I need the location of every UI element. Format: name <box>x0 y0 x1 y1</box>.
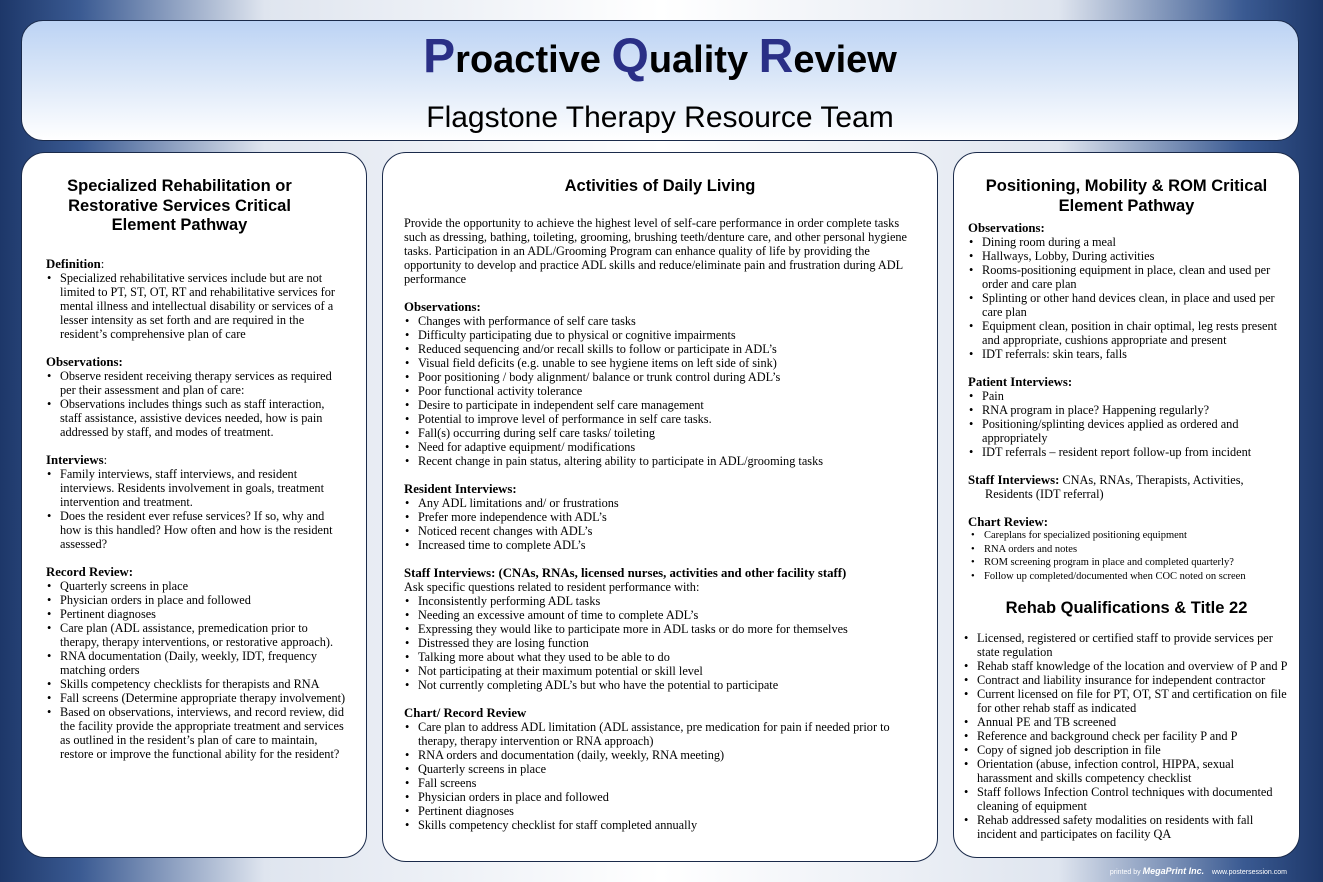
list-item: • Rehab addressed safety modalities on residents with fall incident and participates on facility QA <box>963 813 1288 841</box>
panel-title: Positioning, Mobility & ROM Critical Element Pathway <box>985 177 1268 215</box>
staff-interviews-text: CNAs, RNAs, Therapists, Activities, Residents (IDT referral) <box>985 473 1244 501</box>
title-cap-q: Q <box>611 30 649 83</box>
observations-list <box>404 314 914 468</box>
list-item: • Hallways, Lobby, During activities <box>968 249 1286 263</box>
list-item: • Increased time to complete ADL’s <box>404 538 914 552</box>
observations-list <box>968 235 1286 361</box>
poster-subtitle: Flagstone Therapy Resource Team <box>426 101 894 134</box>
chart-review-heading: Chart/ Record Review <box>404 706 527 720</box>
list-item: • Care plan (ADL assistance, premedication prior to therapy, therapy interventions, or restorative approach). <box>46 621 346 649</box>
staff-interviews-intro: Ask specific questions related to resident performance with: <box>404 580 700 594</box>
printed-by-label: printed by <box>1109 869 1141 876</box>
list-item: • RNA orders and notes <box>970 543 1286 557</box>
record-review-heading: Record Review: <box>46 565 134 579</box>
list-item: • Dining room during a meal <box>968 235 1286 249</box>
list-item: • Equipment clean, position in chair optimal, leg rests present and appropriate, cushions appropriate and present <box>968 319 1286 347</box>
observations-heading: Observations: <box>404 300 481 314</box>
title-cap-p: P <box>423 30 456 83</box>
list-item: • IDT referrals: skin tears, falls <box>968 347 1286 361</box>
list-item: • Care plan to address ADL limitation (ADL assistance, pre medication for pain if needed prior to therapy, therapy intervention or RNA approach) <box>404 720 914 748</box>
list-item: • Prefer more independence with ADL’s <box>404 510 914 524</box>
list-item: • Expressing they would like to participate more in ADL tasks or do more for themselves <box>404 622 914 636</box>
list-item: • Quarterly screens in place <box>46 579 346 593</box>
list-item: • Family interviews, staff interviews, and resident interviews. Residents involvement in goals, treatment intervention and treatment. <box>46 467 346 509</box>
list-item: • Current licensed on file for PT, OT, ST and certification on file for other rehab staff as indicated <box>963 687 1288 715</box>
list-item: • Staff follows Infection Control techniques with documented cleaning of equipment <box>963 785 1288 813</box>
list-item: • Any ADL limitations and/ or frustrations <box>404 496 914 510</box>
staff-interviews-heading: Staff Interviews: <box>968 473 1060 487</box>
poster-title <box>22 29 1298 84</box>
observations-heading: Observations: <box>46 355 123 369</box>
list-item: • ROM screening program in place and completed quarterly? <box>970 556 1286 570</box>
list-item: • Physician orders in place and followed <box>404 790 914 804</box>
list-item: • Careplans for specialized positioning equipment <box>970 529 1286 543</box>
panel-body <box>968 221 1286 583</box>
list-item: • Changes with performance of self care tasks <box>404 314 914 328</box>
list-item: • Splinting or other hand devices clean, in place and used per care plan <box>968 291 1286 319</box>
list-item: • Specialized rehabilitative services include but are not limited to PT, ST, OT, RT and rehabilitative services for mental illness and intellectual disability or services of a lesser intensity as set forth and are required in the resident’s comprehensive plan of care <box>46 271 346 341</box>
list-item: • Talking more about what they used to be able to do <box>404 650 914 664</box>
list-item: • RNA documentation (Daily, weekly, IDT, frequency matching orders <box>46 649 346 677</box>
list-item: • Skills competency checklists for therapists and RNA <box>46 677 346 691</box>
qualifications-title: Rehab Qualifications & Title 22 <box>1005 599 1248 617</box>
record-review-list <box>46 579 346 761</box>
list-item: • Not participating at their maximum potential or skill level <box>404 664 914 678</box>
list-item: • Potential to improve level of performance in self care tasks. <box>404 412 914 426</box>
list-item: • Observe resident receiving therapy services as required per their assessment and plan of care: <box>46 369 346 397</box>
list-item: • Contract and liability insurance for independent contractor <box>963 673 1288 687</box>
list-item: • IDT referrals – resident report follow-up from incident <box>968 445 1286 459</box>
definition-heading-text: Definition <box>46 257 101 271</box>
list-item: • Annual PE and TB screened <box>963 715 1288 729</box>
panel-title: Specialized Rehabilitation or Restorative Services Critical Element Pathway <box>67 177 292 234</box>
list-item: • Distressed they are losing function <box>404 636 914 650</box>
title-cap-r: R <box>758 30 794 83</box>
resident-interviews-heading: Resident Interviews: <box>404 482 517 496</box>
panel-rehab-pathway <box>21 152 367 858</box>
list-item: • Copy of signed job description in file <box>963 743 1288 757</box>
definition-heading <box>46 257 346 271</box>
list-item: • Based on observations, interviews, and record review, did the facility provide the appropriate treatment and services as outlined in the resident’s plan of care to maintain, restore or improve the functional ability for the resident? <box>46 705 346 761</box>
list-item: • Rooms-positioning equipment in place, clean and used per order and care plan <box>968 263 1286 291</box>
list-item: • Physician orders in place and followed <box>46 593 346 607</box>
list-item: • Follow up completed/documented when COC noted on screen <box>970 570 1286 584</box>
list-item: • Fall(s) occurring during self care tasks/ toileting <box>404 426 914 440</box>
chart-review-heading: Chart Review: <box>968 515 1048 529</box>
list-item: • Difficulty participating due to physical or cognitive impairments <box>404 328 914 342</box>
staff-interviews-heading: Staff Interviews: (CNAs, RNAs, licensed nurses, activities and other facility staff) <box>404 566 847 580</box>
staff-interviews <box>968 473 1286 501</box>
interviews-list <box>46 467 346 551</box>
resident-interviews-list <box>404 496 914 552</box>
list-item: • Reduced sequencing and/or recall skills to follow or participate in ADL’s <box>404 342 914 356</box>
patient-interviews-heading: Patient Interviews: <box>968 375 1073 389</box>
observations-heading: Observations: <box>968 221 1045 235</box>
panel-body <box>46 257 346 761</box>
patient-interviews-list <box>968 389 1286 459</box>
list-item: • Observations includes things such as staff interaction, staff assistance, assistive devices needed, how is pain addressed by staff, and modes of treatment. <box>46 397 346 439</box>
list-item: • Reference and background check per facility P and P <box>963 729 1288 743</box>
adl-intro: Provide the opportunity to achieve the highest level of self-care performance in order complete tasks such as dressing, bathing, toileting, grooming, brushing teeth/denture care, and other personal hygiene tasks. Participation in an ADL/Grooming Program can enhance quality of life by providing the opportunity to develop and practice ADL skills and reduce/eliminate pain and frustration during ADL performance <box>404 216 908 286</box>
list-item: • Skills competency checklist for staff completed annually <box>404 818 914 832</box>
definition-heading-colon: : <box>100 257 105 271</box>
list-item: • Visual field deficits (e.g. unable to see hygiene items on left side of sink) <box>404 356 914 370</box>
list-item: • Pertinent diagnoses <box>46 607 346 621</box>
staff-interviews-list <box>404 594 914 692</box>
list-item: • Poor positioning / body alignment/ balance or trunk control during ADL’s <box>404 370 914 384</box>
panel-adl <box>382 152 938 862</box>
list-item: • Licensed, registered or certified staff to provide services per state regulation <box>963 631 1288 659</box>
list-item: • Not currently completing ADL’s but who have the potential to participate <box>404 678 914 692</box>
list-item: • Inconsistently performing ADL tasks <box>404 594 914 608</box>
printer-name: MegaPrint Inc. <box>1142 866 1205 876</box>
observations-list <box>46 369 346 439</box>
list-item: • Need for adaptive equipment/ modifications <box>404 440 914 454</box>
poster-header <box>21 20 1299 141</box>
list-item: • RNA program in place? Happening regularly? <box>968 403 1286 417</box>
list-item: • Fall screens (Determine appropriate therapy involvement) <box>46 691 346 705</box>
list-item: • Pertinent diagnoses <box>404 804 914 818</box>
list-item: • RNA orders and documentation (daily, weekly, RNA meeting) <box>404 748 914 762</box>
list-item: • Noticed recent changes with ADL’s <box>404 524 914 538</box>
list-item: • Does the resident ever refuse services? If so, why and how is this handled? How often and how is the resident assessed? <box>46 509 346 551</box>
list-item: • Poor functional activity tolerance <box>404 384 914 398</box>
list-item: • Rehab staff knowledge of the location and overview of P and P <box>963 659 1288 673</box>
qualifications-list <box>963 631 1288 841</box>
interviews-heading <box>46 453 346 467</box>
chart-review-list <box>970 529 1286 583</box>
interviews-heading-colon: : <box>103 453 108 467</box>
list-item: • Recent change in pain status, altering ability to participate in ADL/grooming tasks <box>404 454 914 468</box>
qualifications-body <box>963 631 1288 841</box>
list-item: • Needing an excessive amount of time to complete ADL’s <box>404 608 914 622</box>
chart-review-list <box>404 720 914 832</box>
panel-title: Activities of Daily Living <box>564 177 756 195</box>
list-item: • Pain <box>968 389 1286 403</box>
title-word-rest: roactive <box>455 39 612 81</box>
list-item: • Positioning/splinting devices applied as ordered and appropriately <box>968 417 1286 445</box>
printer-credit <box>1110 866 1287 876</box>
list-item: • Desire to participate in independent self care management <box>404 398 914 412</box>
printer-website: www.postersession.com <box>1211 869 1287 876</box>
list-item: • Quarterly screens in place <box>404 762 914 776</box>
list-item: • Fall screens <box>404 776 914 790</box>
interviews-heading-text: Interviews <box>46 453 104 467</box>
panel-body <box>404 216 914 832</box>
title-word-rest: uality <box>648 39 759 81</box>
definition-list <box>46 271 346 341</box>
list-item: • Orientation (abuse, infection control, HIPPA, sexual harassment and skills competency checklist <box>963 757 1288 785</box>
title-word-rest: eview <box>793 39 897 81</box>
panel-positioning <box>953 152 1300 858</box>
